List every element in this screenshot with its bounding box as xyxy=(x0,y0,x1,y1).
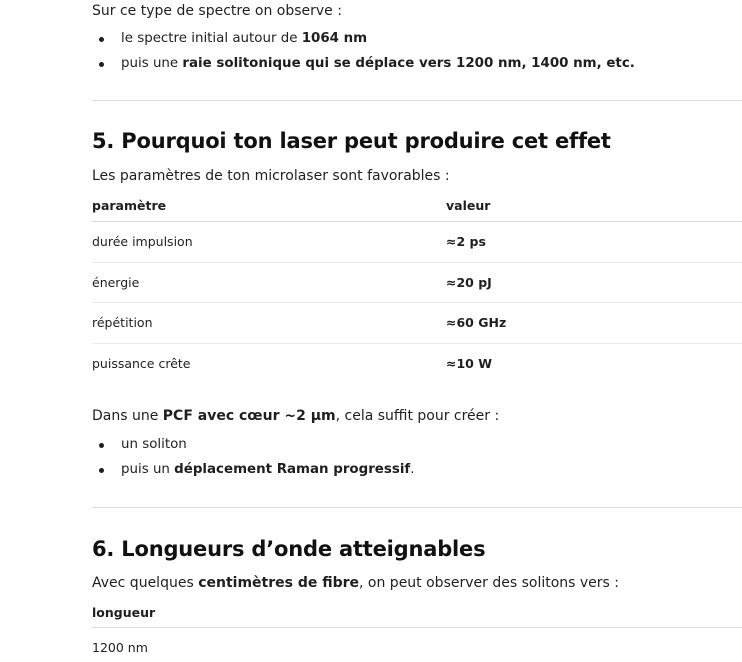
table-row-rule xyxy=(92,262,742,263)
intro-bullet-2: puis une raie solitonique qui se déplace vers 1200 nm, 1400 nm, etc. xyxy=(121,56,635,71)
section-5-bullet-1: un soliton xyxy=(121,437,187,452)
intro-lead: Sur ce type de spectre on observe : xyxy=(92,3,342,19)
table-cell-value: ≈60 GHz xyxy=(446,315,507,330)
bullet-dot xyxy=(99,62,104,67)
table-header-parametre: paramètre xyxy=(92,198,167,213)
section-5-title: 5. Pourquoi ton laser peut produire cet effet xyxy=(92,129,611,153)
bullet-dot xyxy=(99,443,104,448)
table-header-rule xyxy=(92,627,742,628)
table-cell-wavelength: 1200 nm xyxy=(92,640,148,655)
table-cell-parameter: durée impulsion xyxy=(92,234,193,249)
section-divider xyxy=(92,100,742,101)
section-6-lead: Avec quelques centimètres de fibre, on peut observer des solitons vers : xyxy=(92,575,620,591)
section-5-after-table: Dans une PCF avec cœur ~2 µm, cela suffit pour créer : xyxy=(92,408,500,424)
table-row-rule xyxy=(92,302,742,303)
intro-bullet-1: le spectre initial autour de 1064 nm xyxy=(121,31,368,46)
section-5-bullet-2: puis un déplacement Raman progressif. xyxy=(121,462,415,477)
bullet-dot xyxy=(99,37,104,42)
table-cell-parameter: puissance crête xyxy=(92,356,191,371)
table-cell-value: ≈20 pJ xyxy=(446,275,492,290)
section-6-title: 6. Longueurs d’onde atteignables xyxy=(92,537,486,561)
table-header-longueur: longueur xyxy=(92,605,156,620)
table-cell-value: ≈10 W xyxy=(446,356,493,371)
table-row-rule xyxy=(92,343,742,344)
table-header-rule xyxy=(92,221,742,222)
table-header-valeur: valeur xyxy=(446,198,491,213)
table-cell-value: ≈2 ps xyxy=(446,234,486,249)
section-divider xyxy=(92,507,742,508)
table-cell-parameter: énergie xyxy=(92,275,140,290)
table-cell-parameter: répétition xyxy=(92,315,153,330)
section-5-lead: Les paramètres de ton microlaser sont favorables : xyxy=(92,168,450,184)
bullet-dot xyxy=(99,468,104,473)
